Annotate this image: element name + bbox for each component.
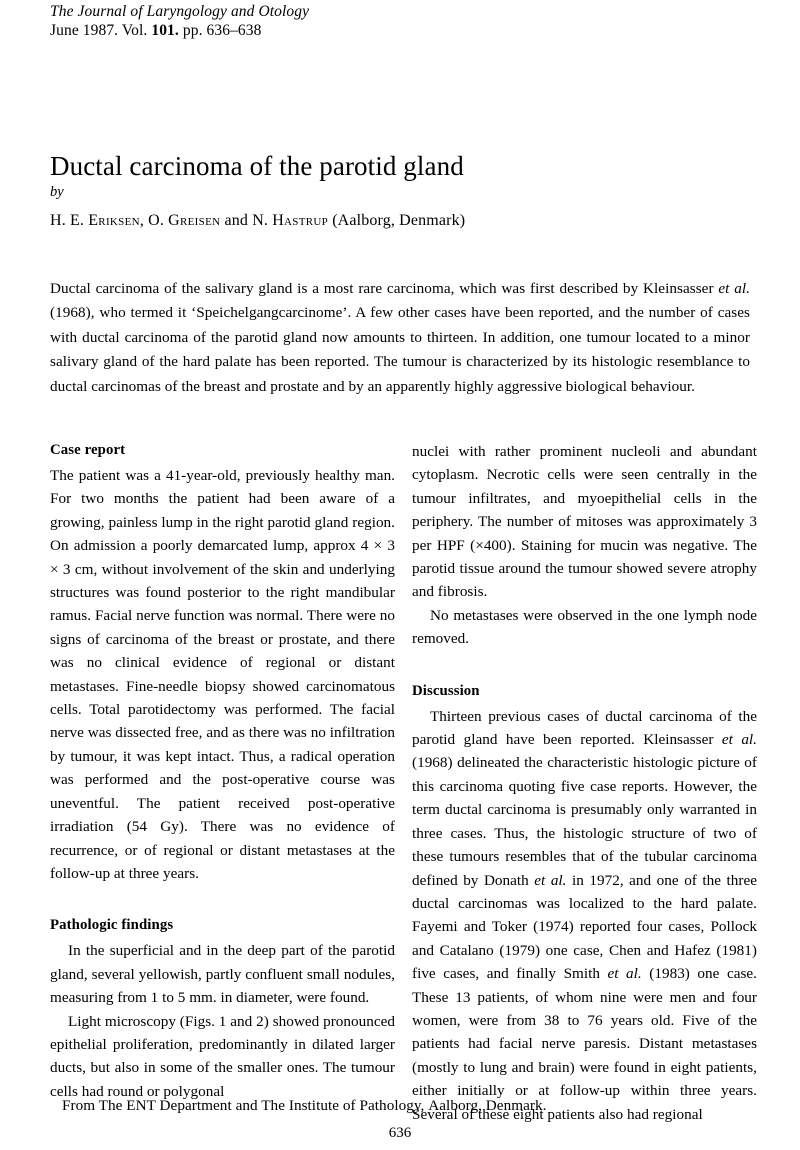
- author-byline: [50, 210, 465, 231]
- abstract-text-part-2: (1968), who termed it ‘Speichelgangcarcinome’. A few other cases have been reported, and the number of cases with ductal carcinoma of the parotid gland now amounts to thirteen. In addition, one tumour located to a minor salivary gland of the hard palate has been reported. The tumour is characterized by its histologic resemblance to ductal carcinomas of the breast and prostate and by an apparently highly aggressive biological behaviour.: [50, 304, 750, 395]
- author-1-initials: H. E.: [50, 212, 89, 229]
- issue-date: June 1987. Vol.: [50, 22, 152, 39]
- byline-by-label: by: [50, 184, 64, 200]
- discussion-citation-smith: et al.: [607, 965, 642, 983]
- page-range: pp. 636–638: [178, 22, 262, 39]
- abstract: [50, 277, 750, 399]
- body-column-left: [50, 440, 395, 1103]
- volume-number: 101.: [151, 22, 179, 39]
- author-2-surname: Greisen: [168, 212, 221, 229]
- discussion-text-b: (1968) delineated the characteristic histologic picture of this carcinoma quoting five case reports. However, the term ductal carcinoma is presumably only warranted in three cases. Thus, the histologic structure of two of these tumours resembles that of the tubular carcinoma defined by Donath: [412, 754, 757, 889]
- author-2-initials: O.: [148, 212, 169, 229]
- abstract-citation-et-al: et al.: [718, 280, 750, 297]
- issue-line: [50, 21, 750, 41]
- pathologic-findings-paragraph-1: In the superficial and in the deep part of the parotid gland, several yellowish, partly confluent small nodules, measuring from 1 to 5 mm. in diameter, were found.: [50, 942, 395, 1007]
- discussion-text-a: Thirteen previous cases of ductal carcinoma of the parotid gland have been reported. Kleinsasser: [412, 707, 757, 749]
- author-separator-1: ,: [139, 212, 149, 229]
- affiliation-footnote: From The ENT Department and The Institute of Pathology, Aalborg, Denmark.: [62, 1097, 547, 1114]
- journal-title: The Journal of Laryngology and Otology: [50, 3, 310, 20]
- author-3-initials: N.: [252, 212, 273, 229]
- discussion-citation-kleinsasser: et al.: [721, 731, 757, 749]
- discussion-text-d: (1983) one case. These 13 patients, of whom nine were men and four women, were from 38 to 76 years old. Five of the patients had facial nerve paresis. Distant metastases (mostly to lung and brain) were found in eight patients, either initially or at follow-up within three years. Several of these eight patients also had regional: [412, 965, 757, 1123]
- page-title: Ductal carcinoma of the parotid gland: [50, 151, 464, 182]
- case-report-paragraph-1: The patient was a 41-year-old, previously healthy man. For two months the patient had been aware of a growing, painless lump in the right parotid gland region. On admission a poorly demarcated lump, approx 4 × 3 × 3 cm, without involvement of the skin and underlying structures was found posterior to the right mandibular ramus. Facial nerve function was normal. There were no signs of carcinoma of the breast or prostate, and there was no clinical evidence of regional or distant metastases. Fine-needle biopsy showed carcinomatous cells. Total parotidectomy was performed. The facial nerve was dissected free, and as there was no infiltration by tumour, it was kept intact. Thus, a radical operation was performed and the post-operative course was uneventful. The patient received post-operative irradiation (54 Gy). There was no evidence of recurrence, or of regional or distant metastases at the follow-up at three years.: [50, 467, 395, 882]
- section-heading-discussion: Discussion: [412, 682, 480, 699]
- discussion-text-c: in 1972, and one of the three ductal carcinomas was localized to the hard palate. Fayemi and Toker (1974) reported four cases, Pollock and Catalano (1979) one case, Chen and Hafez (1981) five cases, and finally Smith: [412, 871, 757, 983]
- abstract-text-part-1: Ductal carcinoma of the salivary gland is a most rare carcinoma, which was first described by Kleinsasser: [50, 280, 719, 297]
- author-3-surname: Hastrup: [272, 212, 329, 229]
- discussion-citation-donath: et al.: [534, 871, 567, 889]
- pathologic-findings-paragraph-2: Light microscopy (Figs. 1 and 2) showed pronounced epithelial proliferation, predominantly in dilated larger ducts, but also in some of the smaller ones. The tumour cells had round or polygonal: [50, 1012, 395, 1100]
- discussion-paragraph-1: [412, 705, 757, 1126]
- page-number: 636: [388, 1125, 412, 1141]
- author-1-surname: Eriksen: [88, 212, 140, 229]
- author-affiliation: (Aalborg, Denmark): [328, 212, 466, 229]
- pathologic-findings-paragraph-3: No metastases were observed in the one lymph node removed.: [412, 606, 757, 648]
- body-column-right: [412, 440, 757, 1126]
- section-heading-case-report: Case report: [50, 442, 126, 458]
- pathologic-findings-paragraph-2-continued: nuclei with rather prominent nucleoli and abundant cytoplasm. Necrotic cells were seen centrally in the tumour infiltrates, and myoepithelial cells in the periphery. The number of mitoses was approximately 3 per HPF (×400). Staining for mucin was negative. The parotid tissue around the tumour showed severe atrophy and fibrosis.: [412, 443, 757, 601]
- masthead: [50, 2, 750, 41]
- author-separator-2: and: [220, 212, 253, 229]
- section-heading-pathologic-findings: Pathologic findings: [50, 917, 174, 934]
